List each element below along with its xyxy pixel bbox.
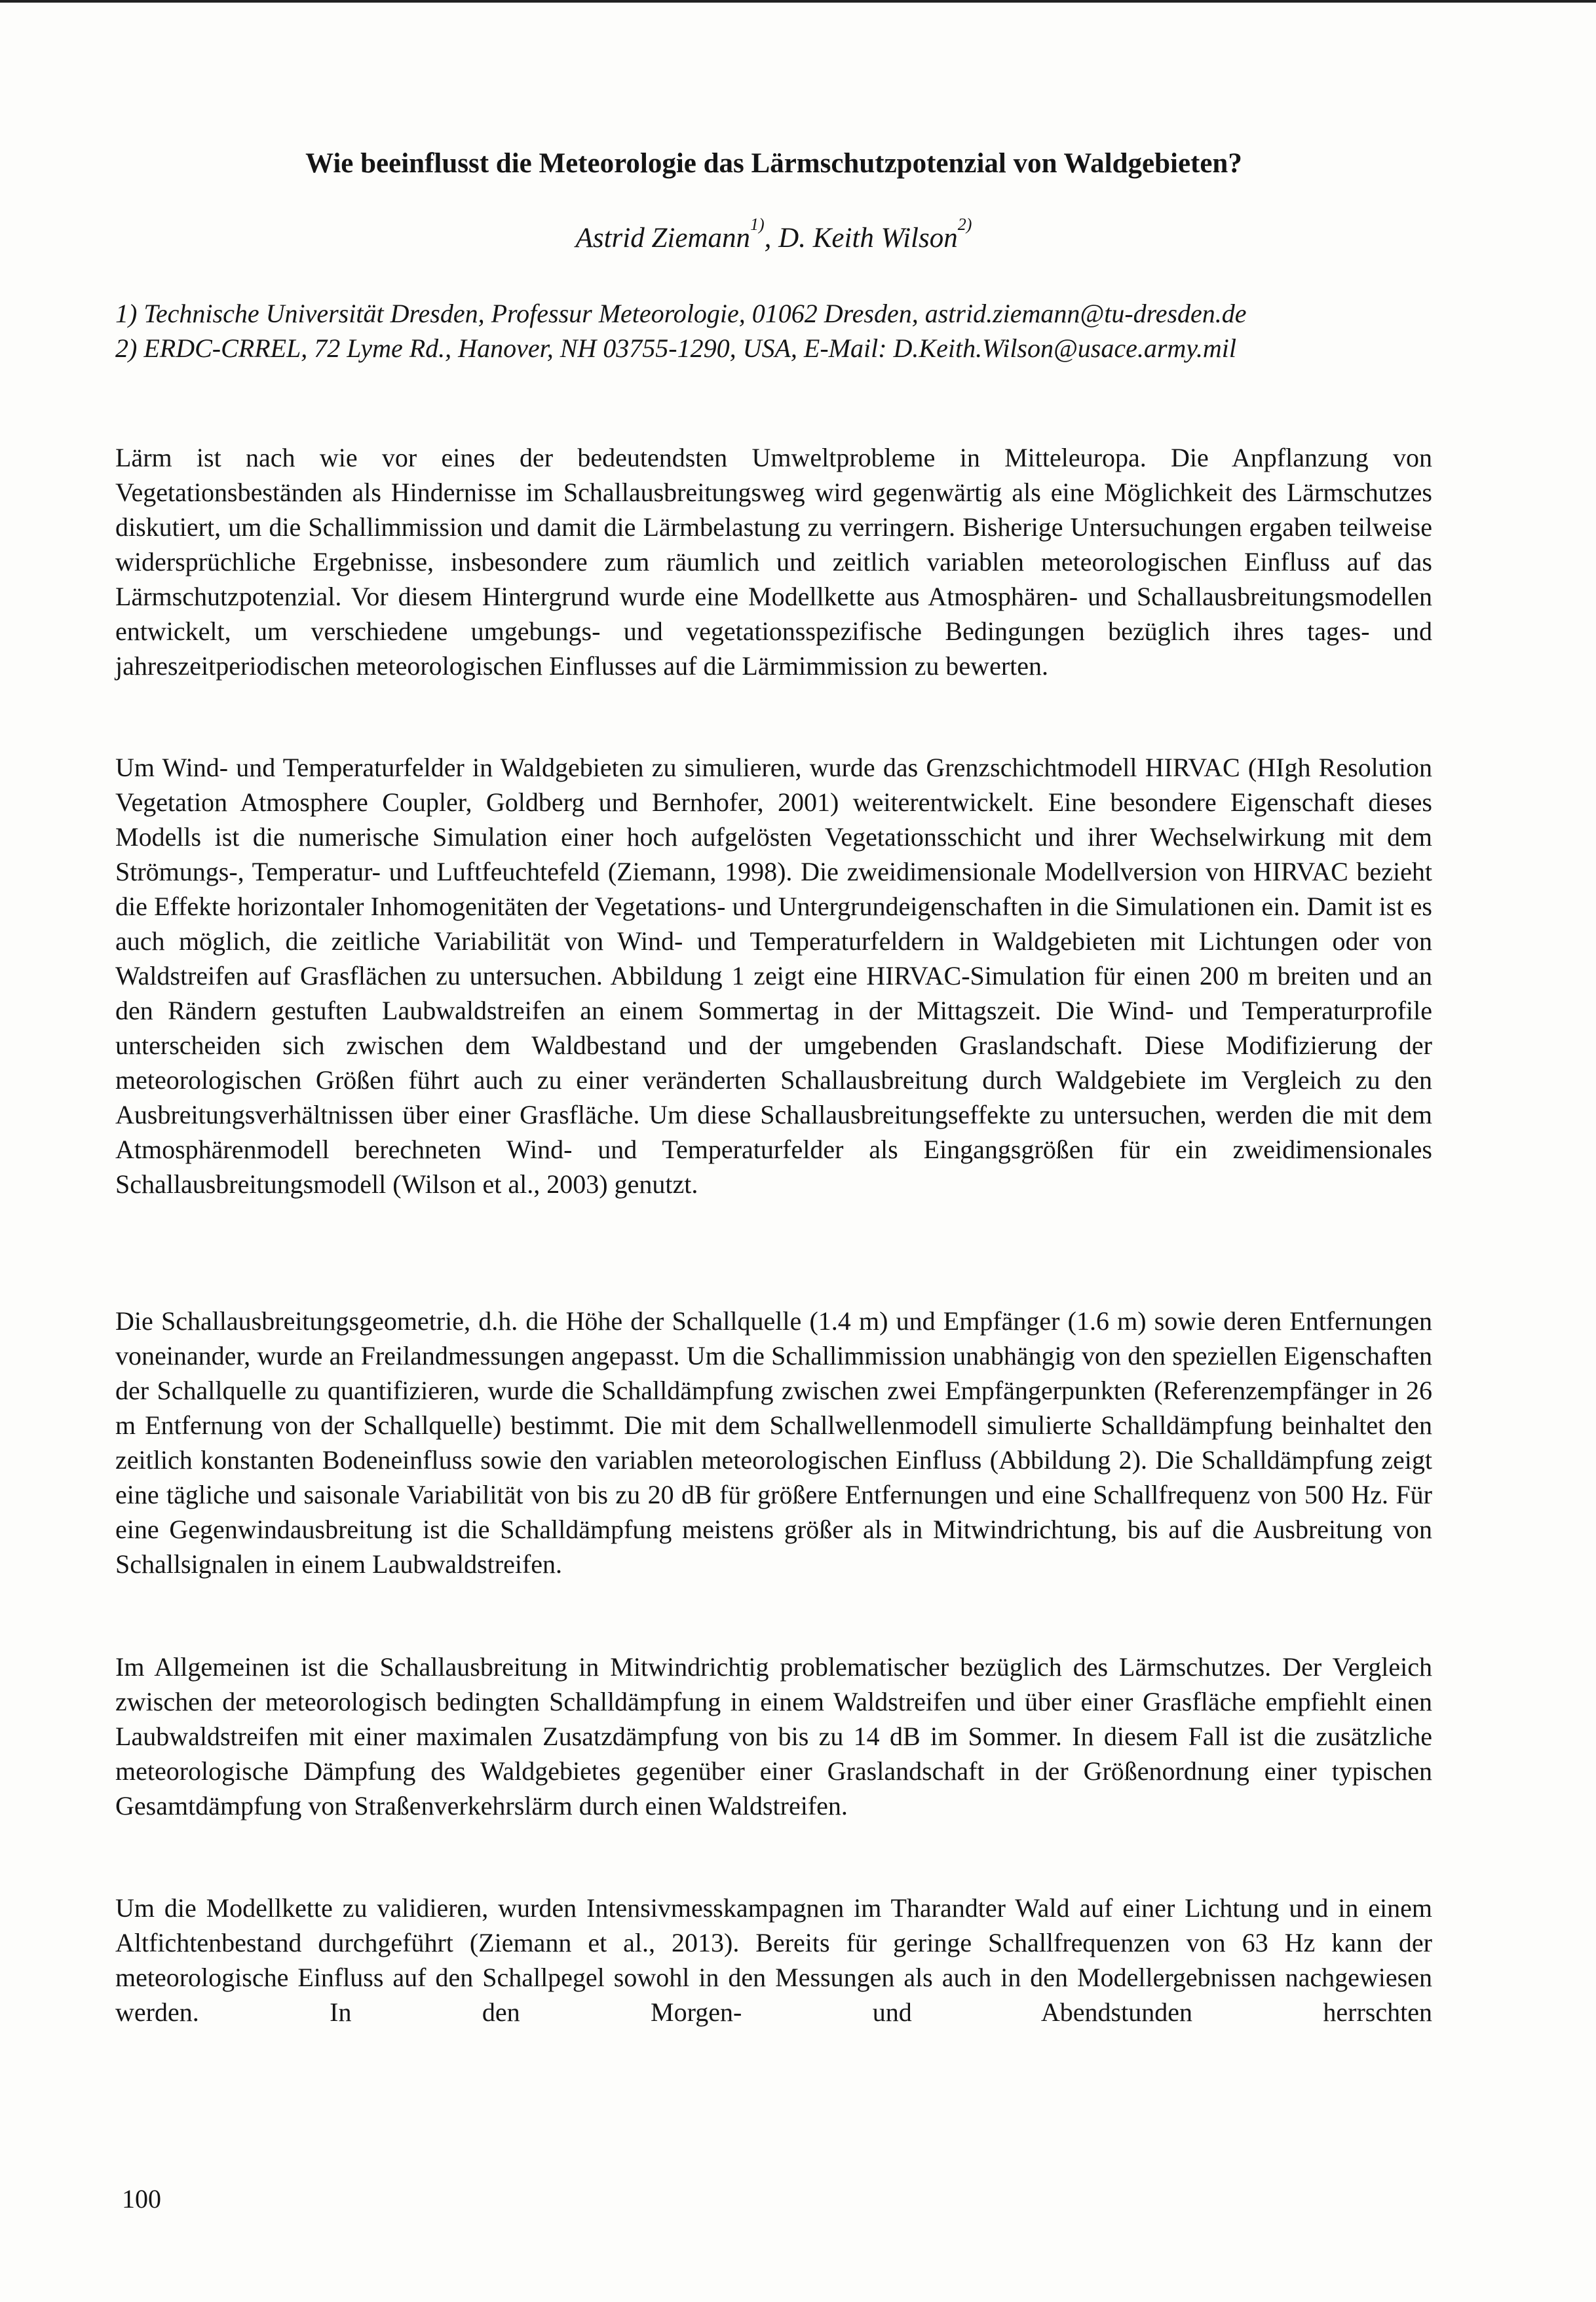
- affiliation-mark: 1): [750, 215, 765, 234]
- affiliation-mark: 2): [957, 215, 972, 234]
- paragraph-validation: Um die Modellkette zu validieren, wurden Intensivmesskampagnen im Tharandter Wald auf einer Lichtung und in einem Altfichtenbestand durchgeführt (Ziemann et al., 2013). Bereits für geringe Schallfrequenzen von 63 Hz kann der meteorologische Einfluss auf den Schallpegel sowohl in den Messungen als auch in den Modellergebnissen nachgewiesen werden. In den Morgen- und Abendstunden herrschten: [115, 1893, 1432, 2027]
- affiliation-1: 1) Technische Universität Dresden, Professur Meteorologie, 01062 Dresden, astrid.ziemann@tu-dresden.de: [115, 299, 1247, 328]
- paragraph-intro: Lärm ist nach wie vor eines der bedeutendsten Umweltprobleme in Mitteleuropa. Die Anpflanzung von Vegetationsbeständen als Hindernisse im Schallausbreitungsweg wird gegenwärtig als eine Möglichkeit des Lärmschutzes diskutiert, um die Schallimmission und damit die Lärmbelastung zu verringern. Bisherige Untersuchungen ergaben teilweise widersprüchliche Ergebnisse, insbesondere zum räumlich und zeitlich variablen meteorologischen Einfluss auf das Lärmschutzpotenzial. Vor diesem Hintergrund wurde eine Modellkette aus Atmosphären- und Schallausbreitungsmodellen entwickelt, um verschiedene umgebungs- und vegetationsspezifische Bedingungen bezüglich ihres tages- und jahreszeitperiodischen meteorologischen Einflusses auf die Lärmimmission zu bewerten.: [115, 443, 1432, 681]
- affiliation-2: 2) ERDC-CRREL, 72 Lyme Rd., Hanover, NH 03755-1290, USA, E-Mail: D.Keith.Wilson@usace.army.mil: [115, 333, 1236, 363]
- paragraph-geometry: Die Schallausbreitungsgeometrie, d.h. die Höhe der Schallquelle (1.4 m) und Empfänger (1.6 m) sowie deren Entfernungen voneinander, wurde an Freilandmessungen angepasst. Um die Schallimmission unabhängig von den speziellen Eigenschaften der Schallquelle zu quantifizieren, wurde die Schalldämpfung zwischen zwei Empfängerpunkten (Referenzempfänger in 26 m Entfernung von der Schallquelle) bestimmt. Die mit dem Schallwellenmodell simulierte Schalldämpfung beinhaltet den zeitlich konstanten Bodeneinfluss sowie den variablen meteorologischen Einfluss (Abbildung 2). Die Schalldämpfung zeigt eine tägliche und saisonale Variabilität von bis zu 20 dB für größere Entfernungen und eine Schallfrequenz von 500 Hz. Für eine Gegenwindausbreitung ist die Schalldämpfung meistens größer als in Mitwindrichtung, bis auf die Ausbreitung von Schallsignalen in einem Laubwaldstreifen.: [115, 1306, 1432, 1579]
- author-name: Astrid Ziemann: [575, 223, 750, 254]
- affiliations: [115, 296, 1432, 366]
- paragraph-comparison: Im Allgemeinen ist die Schallausbreitung in Mitwindrichtig problematischer bezüglich des Lärmschutzes. Der Vergleich zwischen der meteorologisch bedingten Schalldämpfung in einem Waldstreifen und über einer Grasfläche empfiehlt einen Laubwaldstreifen mit einer maximalen Zusatzdämpfung von bis zu 14 dB im Sommer. In diesem Fall ist die zusätzliche meteorologische Dämpfung des Waldgebietes gegenüber einer Graslandschaft in der Größenordnung einer typischen Gesamtdämpfung von Straßenverkehrslärm durch einen Waldstreifen.: [115, 1652, 1432, 1821]
- author-line: [115, 215, 1432, 257]
- author-separator: ,: [764, 223, 779, 254]
- paragraph-hirvac: Um Wind- und Temperaturfelder in Waldgebieten zu simulieren, wurde das Grenzschichtmodell HIRVAC (HIgh Resolution Vegetation Atmosphere Coupler, Goldberg und Bernhofer, 2001) weiterentwickelt. Eine besondere Eigenschaft dieses Modells ist die numerische Simulation einer hoch aufgelösten Vegetationsschicht und ihrer Wechselwirkung mit dem Strömungs-, Temperatur- und Luftfeuchtefeld (Ziemann, 1998). Die zweidimensionale Modellversion von HIRVAC bezieht die Effekte horizontaler Inhomogenitäten der Vegetations- und Untergrundeigenschaften in die Simulationen ein. Damit ist es auch möglich, die zeitliche Variabilität von Wind- und Temperaturfeldern in Waldgebieten mit Lichtungen oder von Waldstreifen auf Grasflächen zu untersuchen. Abbildung 1 zeigt eine HIRVAC-Simulation für einen 200 m breiten und an den Rändern gestuften Laubwaldstreifen an einem Sommertag in der Mittagszeit. Die Wind- und Temperaturprofile unterscheiden sich zwischen dem Waldbestand und der umgebenden Graslandschaft. Diese Modifizierung der meteorologischen Größen führt auch zu einer veränderten Schallausbreitung durch Waldgebiete im Vergleich zu den Ausbreitungsverhältnissen über einer Grasfläche. Um diese Schallausbreitungseffekte zu untersuchen, werden die mit dem Atmosphärenmodell berechneten Wind- und Temperaturfelder als Eingangsgrößen für ein zweidimensionales Schallausbreitungsmodell (Wilson et al., 2003) genutzt.: [115, 753, 1432, 1199]
- paper-title: Wie beeinflusst die Meteorologie das Lärmschutzpotenzial von Waldgebieten?: [305, 148, 1242, 179]
- page-number: 100: [122, 2184, 161, 2214]
- author-name: D. Keith Wilson: [778, 223, 958, 254]
- paper-page: [115, 0, 1432, 2302]
